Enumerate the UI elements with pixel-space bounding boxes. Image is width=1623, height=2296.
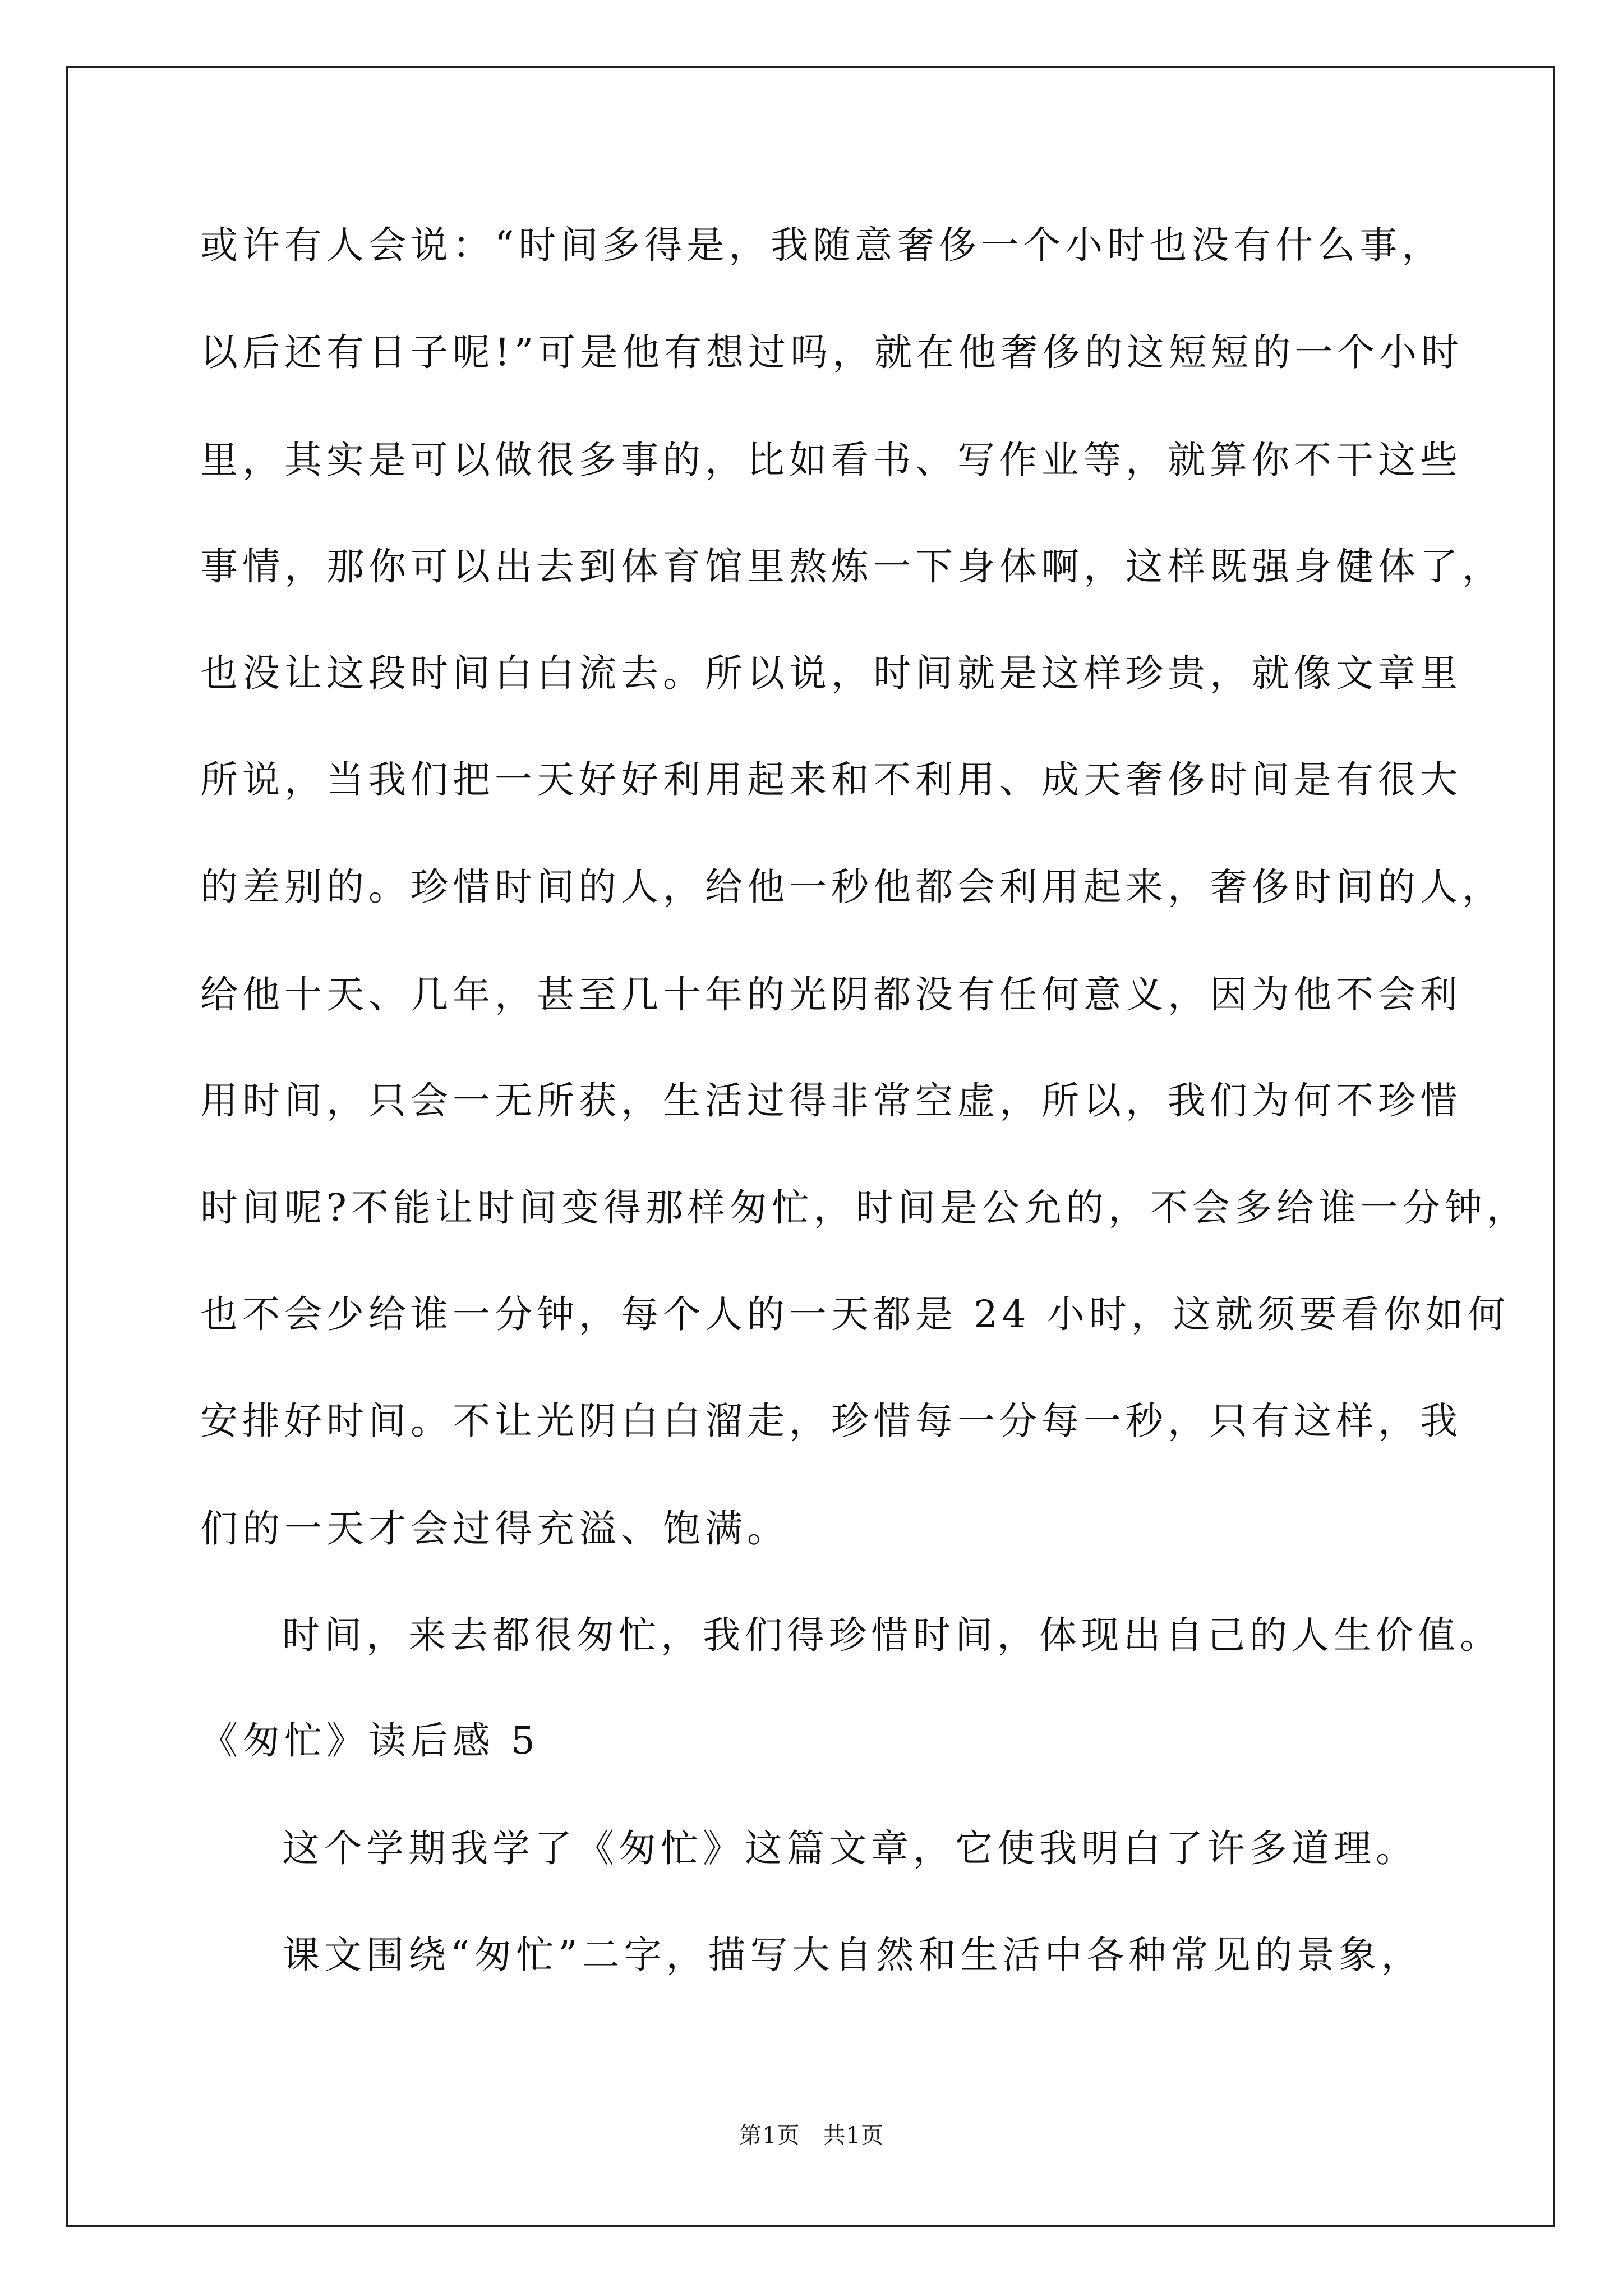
text-line: 所说，当我们把一天好好利用起来和不利用、成天奢侈时间是有很大 — [200, 758, 1462, 802]
text-line: 也没让这段时间白白流去。所以说，时间就是这样珍贵，就像文章里 — [200, 651, 1462, 695]
text-line: 也不会少给谁一分钟，每个人的一天都是 24 小时，这就须要看你如何 — [200, 1292, 1510, 1336]
text-line: 以后还有日子呢!”可是他有想过吗，就在他奢侈的这短短的一个小时 — [200, 330, 1464, 374]
text-line: 的差别的。珍惜时间的人，给他一秒他都会利用起来，奢侈时间的人， — [200, 865, 1504, 909]
text-line: 用时间，只会一无所获，生活过得非常空虚，所以，我们为何不珍惜 — [200, 1079, 1462, 1122]
page-border — [66, 66, 1555, 2227]
page-footer: 第1页 共1页 — [739, 2123, 884, 2148]
paragraph-line: 课文围绕“匆忙”二字，描写大自然和生活中各种常见的景象， — [282, 1933, 1423, 1977]
section-heading: 《匆忙》读后感 5 — [200, 1719, 540, 1763]
paragraph-line: 这个学期我学了《匆忙》这篇文章，它使我明白了许多道理。 — [282, 1826, 1418, 1870]
text-line: 们的一天才会过得充溢、饱满。 — [200, 1507, 789, 1550]
text-line: 里，其实是可以做很多事的，比如看书、写作业等，就算你不干这些 — [200, 438, 1462, 482]
paragraph-line: 时间，来去都很匆忙，我们得珍惜时间，体现出自己的人生价值。 — [282, 1613, 1502, 1657]
text-line: 安排好时间。不让光阴白白溜走，珍惜每一分每一秒，只有这样，我 — [200, 1399, 1462, 1443]
text-line: 事情，那你可以出去到体育馆里熬炼一下身体啊，这样既强身健体了， — [200, 545, 1504, 588]
text-line: 时间呢?不能让时间变得那样匆忙，时间是公允的，不会多给谁一分钟， — [200, 1186, 1529, 1230]
text-line: 给他十天、几年，甚至几十年的光阴都没有任何意义，因为他不会利 — [200, 973, 1462, 1016]
text-line: 或许有人会说：“时间多得是，我随意奢侈一个小时也没有什么事， — [200, 223, 1444, 267]
